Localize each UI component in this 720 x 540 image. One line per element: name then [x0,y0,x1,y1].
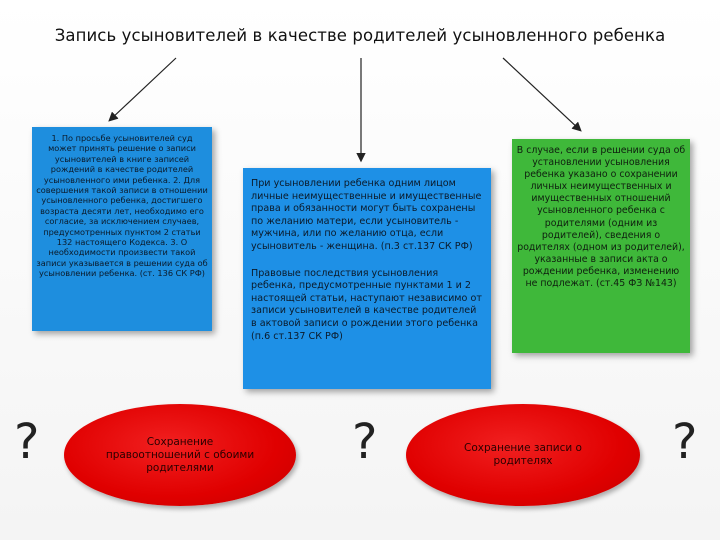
arrow-left [110,58,176,120]
oval-both-parents-text: Сохранение правоотношений с обоими родителями [105,435,255,474]
question-mark-left: ? [14,414,40,470]
slide-title: Запись усыновителей в качестве родителей усыновленного ребенка [54,26,666,45]
article-136-box: 1. По просьбе усыновителей суд может принять решение о записи усыновителей в книге записей рождений в качестве родителей усыновленного ими ребенка. 2. Для совершения такой записи в отношении усыновленного ребенка, достигшего возраста десяти лет, необходимо его согласие, за исключением случаев, предусмотренных пунктом 2 статьи 132 настоящего Кодекса. 3. О необходимости произвести такой записи указывается в решении суда об усыновлении ребенка. (ст. 136 СК РФ) [32,127,212,331]
article-137-box [243,168,491,389]
oval-record-parents [406,404,640,506]
question-mark-middle: ? [352,414,378,470]
article-137-p3-text: При усыновлении ребенка одним лицом личные неимущественные и имущественные права и обязанности могут быть сохранены по желанию матери, если усыновитель - мужчина, или по желанию отца, если усыновитель - женщина. (п.3 ст.137 СК РФ) [251,178,482,252]
fz-143-box: В случае, если в решении суда об установлении усыновления ребенка указано о сохранении личных неимущественных и имущественных отношений усыновленного ребенка с родителями (одним из родителей), сведения о родителях (одном из родителей), указанные в записи акта о рождении ребенка, изменению не подлежат. (ст.45 ФЗ №143) [512,139,690,353]
oval-record-parents-text: Сохранение записи о родителях [464,442,582,467]
arrow-right [503,58,580,130]
question-mark-right: ? [672,414,698,470]
article-137-p6-text: Правовые последствия усыновления ребенка, предусмотренные пунктами 1 и 2 настоящей статьи, наступают независимо от записи усыновителей в качестве родителей в актовой записи о рождении этого ребенка (п.6 ст.137 СК РФ) [251,267,482,342]
oval-both-parents [64,404,296,506]
